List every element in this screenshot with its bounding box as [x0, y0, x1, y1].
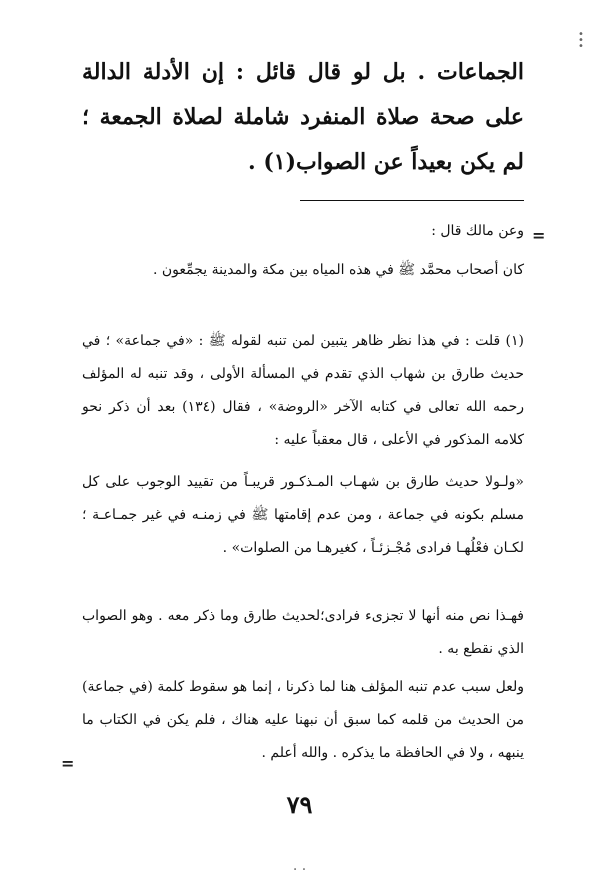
- page-number: ٧٩: [286, 790, 313, 819]
- footnote-intro: وعن مالك قال :: [431, 223, 524, 239]
- footnote-note: (١) قلت : في هذا نظر ظاهر يتبين لمن تنبه لقوله ﷺ : «في جماعة» ؛ في حديث طارق بن شهاب الذي تقدم في المسألة الأولى ، وقد تنبه له المؤلف رحمه الله تعالى في كتابه الآخر «الروضة» ، فقال (١٣٤) بعد أن ذكر نحو كلامه المذكور في الأعلى ، قال معقباً عليه :: [82, 333, 524, 448]
- margin-mark-top: =: [532, 226, 546, 245]
- corner-marks: • • •: [578, 29, 584, 52]
- main-paragraph: الجماعات . بل لو قال قائل : إن الأدلة الدالة على صحة صلاة المنفرد شاملة لصلاة الجمعة ؛ لم يكن بعيداً عن الصواب(١) .: [82, 59, 524, 175]
- footnote-quote: كان أصحاب محمَّد ﷺ في هذه المياه بين مكة والمدينة يجمِّعون .: [152, 262, 524, 278]
- footnote-separator: [300, 200, 524, 201]
- bottom-marks: · ·: [292, 862, 307, 878]
- footnote-paragraph-3: ولعل سبب عدم تنبه المؤلف هنا لما ذكرنا ، إنما هو سقوط كلمة (في جماعة) من الحديث من قلمه كما سبق أن نبهنا عليه هناك ، فلم يكن في الكتاب ما ينبهه ، ولا في الحافظة ما يذكره . والله أعلم .: [82, 679, 524, 761]
- footnote-paragraph-2: فهـذا نص منه أنها لا تجزىء فرادى؛لحديث طارق وما ذكر معه . وهو الصواب الذي نقطع به .: [82, 608, 524, 657]
- footnote-citation: «ولـولا حديث طارق بن شهـاب المـذكـور قريبـاً من تقييد الوجوب على كل مسلم بكونه في جماعة ، ومن عدم إقامتها ﷺ في زمنـه في غير جمـاعـة ؛ لكـان فعْلُهـا فرادى مُجْـزئـاً ، كغيرهـا من الصلوات» .: [82, 474, 525, 556]
- margin-mark-bottom: =: [61, 754, 75, 773]
